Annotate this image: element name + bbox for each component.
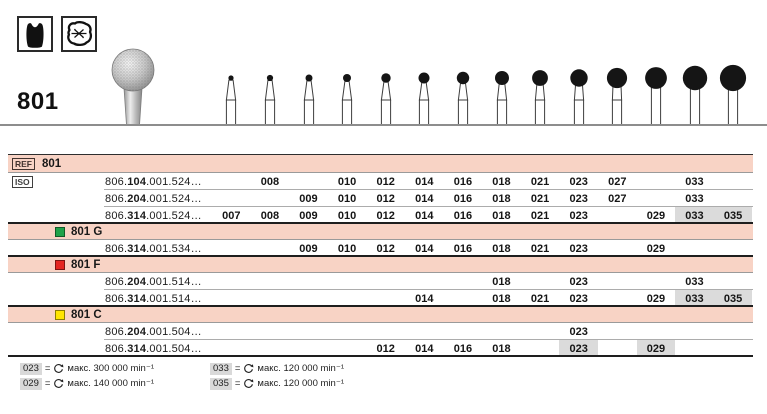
equals-sign: = [44, 363, 51, 374]
footnote-size-badge: 035 [210, 378, 232, 390]
product-code: 801 [17, 88, 59, 115]
footnote-029 [20, 377, 154, 390]
size-cell: 023 [569, 209, 588, 222]
rotation-speed-icon [53, 378, 64, 389]
footnote-text: макс. 120 000 min⁻¹ [257, 378, 344, 389]
iso-number: 806.314.001.504… [105, 342, 202, 355]
bur-silhouette-007 [214, 62, 248, 126]
series-name: 801 C [71, 308, 102, 321]
indication-box-cavity [17, 16, 53, 52]
iso-number: 806.104.001.524… [105, 175, 202, 188]
size-cell: 012 [376, 342, 395, 355]
tooth-cavity-icon [19, 18, 51, 50]
footnote-text: макс. 120 000 min⁻¹ [257, 363, 344, 374]
size-cell: 012 [376, 175, 395, 188]
series-color-marker [55, 310, 65, 320]
rotation-speed-icon [243, 378, 254, 389]
size-cell: 010 [337, 192, 357, 205]
iso-number: 806.204.001.504… [105, 325, 202, 338]
size-cell: 018 [492, 209, 511, 222]
size-cell: 023 [569, 192, 588, 205]
size-cell: 016 [453, 192, 473, 205]
iso-number: 806.314.001.534… [105, 242, 202, 255]
iso-row-314-001534 [8, 240, 753, 257]
bur-silhouette-029 [639, 62, 673, 126]
size-cell: 021 [530, 242, 550, 255]
size-cell: 021 [530, 175, 550, 188]
size-cell: 018 [492, 342, 511, 355]
size-cell: 023 [569, 175, 588, 188]
size-cell: 014 [415, 342, 434, 355]
iso-row-104-001524 [8, 173, 753, 190]
iso-row-314-001514 [8, 290, 753, 307]
iso-size-table [8, 154, 753, 357]
ref-value: 801 [42, 157, 62, 170]
size-cell: 012 [376, 242, 395, 255]
size-cell: 018 [492, 292, 511, 305]
indication-box-occlusal [61, 16, 97, 52]
size-cell: 033 [685, 175, 704, 188]
iso-number: 806.204.001.514… [105, 275, 202, 288]
iso-row-314-001504 [8, 340, 753, 357]
size-cell: 008 [260, 175, 280, 188]
size-cell: 018 [492, 192, 511, 205]
size-cell: 014 [415, 242, 434, 255]
iso-label: ISO [12, 176, 33, 188]
size-cell: 021 [530, 192, 550, 205]
bur-silhouette-014 [407, 62, 441, 126]
iso-row-204-001524 [8, 190, 753, 207]
size-cell: 014 [415, 209, 434, 222]
size-cell: 014 [415, 175, 434, 188]
size-cell: 023 [569, 292, 588, 305]
series-band-801-G [8, 224, 753, 240]
size-cell: 009 [299, 242, 318, 255]
rotation-speed-icon [53, 363, 64, 374]
size-cell: 023 [569, 275, 588, 288]
size-cell: 023 [559, 340, 598, 357]
bur-silhouette-012 [369, 62, 403, 126]
size-cell: 018 [492, 242, 511, 255]
size-cell: 033 [675, 207, 714, 224]
series-name: 801 G [71, 225, 103, 238]
size-cell: 010 [337, 209, 357, 222]
size-cell: 029 [646, 292, 666, 305]
iso-row-314-001524 [8, 207, 753, 224]
size-cell: 027 [608, 175, 627, 188]
series-color-marker [55, 227, 65, 237]
series-color-marker [55, 260, 65, 270]
iso-number: 806.314.001.524… [105, 209, 202, 222]
ref-label: REF [12, 158, 35, 170]
size-cell: 009 [299, 192, 318, 205]
product-photo-round-bur [105, 44, 161, 126]
baseline-rule [0, 124, 767, 126]
size-cell: 014 [415, 192, 434, 205]
iso-number: 806.204.001.524… [105, 192, 202, 205]
equals-sign: = [234, 378, 241, 389]
size-cell: 023 [569, 242, 588, 255]
ref-header-band [8, 154, 753, 173]
bur-silhouette-009 [292, 62, 326, 126]
size-cell: 021 [530, 292, 550, 305]
footnote-023 [20, 362, 154, 375]
bur-silhouette-035 [716, 62, 750, 126]
iso-number: 806.314.001.514… [105, 292, 202, 305]
footnote-size-badge: 029 [20, 378, 42, 390]
footnote-size-badge: 033 [210, 363, 232, 375]
bur-silhouette-023 [562, 62, 596, 126]
size-cell: 035 [714, 207, 753, 224]
series-band-801-C [8, 307, 753, 323]
size-cell: 023 [569, 325, 588, 338]
size-cell: 007 [222, 209, 241, 222]
size-cell: 012 [376, 209, 395, 222]
size-cell: 016 [453, 209, 473, 222]
size-cell: 010 [337, 175, 357, 188]
iso-row-204-001504 [8, 323, 753, 340]
size-cell: 016 [453, 342, 473, 355]
equals-sign: = [234, 363, 241, 374]
size-cell: 029 [646, 242, 666, 255]
size-cell: 033 [685, 275, 704, 288]
iso-row-204-001514 [8, 273, 753, 290]
bur-silhouette-033 [678, 62, 712, 126]
bur-silhouette-021 [523, 62, 557, 126]
footnote-035 [210, 377, 344, 390]
footnote-size-badge: 023 [20, 363, 42, 375]
size-cell: 016 [453, 175, 473, 188]
size-cell: 010 [337, 242, 357, 255]
footnote-033 [210, 362, 344, 375]
size-cell: 008 [260, 209, 280, 222]
size-cell: 012 [376, 192, 395, 205]
size-cell: 033 [675, 290, 714, 307]
size-cell: 033 [685, 192, 704, 205]
size-cell: 035 [714, 290, 753, 307]
bur-silhouette-018 [485, 62, 519, 126]
size-cell: 029 [637, 340, 676, 357]
row-rule [8, 355, 753, 357]
bur-silhouette-010 [330, 62, 364, 126]
size-cell: 018 [492, 275, 511, 288]
bur-silhouette-016 [446, 62, 480, 126]
size-cell: 029 [646, 209, 666, 222]
bur-silhouette-008 [253, 62, 287, 126]
series-band-801-F [8, 257, 753, 273]
bur-silhouette-027 [600, 62, 634, 126]
size-cell: 014 [415, 292, 434, 305]
size-cell: 016 [453, 242, 473, 255]
size-cell: 021 [530, 209, 550, 222]
series-name: 801 F [71, 258, 101, 271]
occlusal-surface-icon [63, 18, 95, 50]
size-cell: 009 [299, 209, 318, 222]
footnote-text: макс. 140 000 min⁻¹ [67, 378, 154, 389]
size-cell: 027 [608, 192, 627, 205]
equals-sign: = [44, 378, 51, 389]
footnote-text: макс. 300 000 min⁻¹ [67, 363, 154, 374]
size-cell: 018 [492, 175, 511, 188]
rotation-speed-icon [243, 363, 254, 374]
